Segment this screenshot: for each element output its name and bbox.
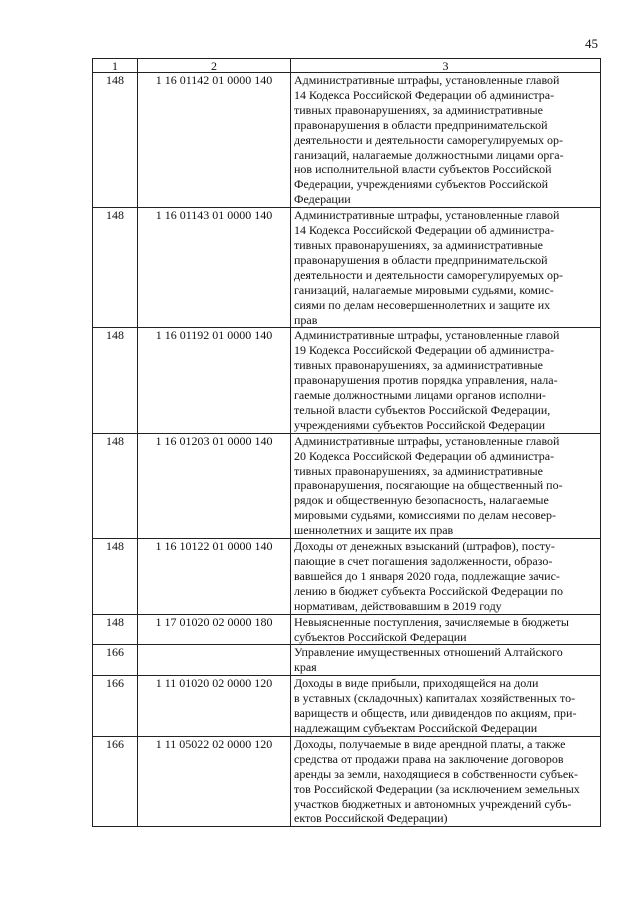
description-line: тов Российской Федерации (за исключением земельных	[294, 781, 580, 796]
description-line: правонарушения против порядка управления, нала-	[294, 373, 558, 388]
description-line: сиями по делам несовершеннолетних и защите их	[294, 297, 551, 312]
description-line: Административные штрафы, установленные главой	[294, 433, 560, 448]
description-line: Доходы в виде прибыли, приходящейся на доли	[294, 676, 539, 691]
description-line: вавшейся до 1 января 2020 года, подлежащие зачис-	[294, 568, 560, 583]
admin-code-cell: 148	[93, 73, 138, 208]
description-cell	[291, 208, 601, 328]
description-line: нов исполнительной власти субъектов Российской	[294, 162, 552, 177]
description-cell	[291, 645, 601, 676]
table-row	[93, 328, 601, 433]
kbk-code-cell	[138, 645, 291, 676]
description-line: надлежащим субъектам Российской Федерации	[294, 720, 538, 735]
description-line: Административные штрафы, установленные главой	[294, 73, 560, 87]
table-row	[93, 676, 601, 737]
description-line: аренды за земли, находящиеся в собственности субъек-	[294, 766, 578, 781]
description-line: тельной власти субъектов Российской Федерации,	[294, 402, 551, 417]
table-row	[93, 736, 601, 826]
kbk-code-cell: 1 11 01020 02 0000 120	[138, 676, 291, 737]
description-cell	[291, 736, 601, 826]
description-line: мировыми судьями, комиссиями по делам несовер-	[294, 508, 556, 523]
description-line: в уставных (складочных) капиталах хозяйственных то-	[294, 691, 576, 706]
description-cell	[291, 676, 601, 737]
kbk-code-cell: 1 16 01192 01 0000 140	[138, 328, 291, 433]
table-header-row	[93, 59, 601, 73]
description-line: деятельности и деятельности саморегулируемых ор-	[294, 132, 563, 147]
description-line: 19 Кодекса Российской Федерации об администра-	[294, 343, 555, 358]
description-line: Управление имущественных отношений Алтайского	[294, 645, 563, 660]
table-row	[93, 433, 601, 538]
description-line: Федерации	[294, 192, 351, 207]
description-line: тивных правонарушениях, за административные	[294, 358, 543, 373]
description-line: Административные штрафы, установленные главой	[294, 328, 560, 343]
description-line: учреждениями субъектов Российской Федерации	[294, 417, 546, 432]
table-row	[93, 614, 601, 645]
admin-code-cell: 148	[93, 328, 138, 433]
table-row	[93, 208, 601, 328]
kbk-code-cell: 1 17 01020 02 0000 180	[138, 614, 291, 645]
admin-code-cell: 148	[93, 614, 138, 645]
description-line: вариществ и обществ, или дивидендов по акциям, при-	[294, 706, 577, 721]
description-line: ектов Российской Федерации)	[294, 811, 448, 826]
description-line: ганизаций, налагаемые должностными лицами орга-	[294, 147, 564, 162]
description-cell	[291, 614, 601, 645]
description-line: 20 Кодекса Российской Федерации об администра-	[294, 448, 555, 463]
description-line: Федерации, учреждениями субъектов Российской	[294, 177, 549, 192]
description-line: прав	[294, 312, 318, 327]
description-line: лению в бюджет субъекта Российской Федерации по	[294, 583, 564, 598]
description-line: 14 Кодекса Российской Федерации об администра-	[294, 223, 555, 238]
description-line: тивных правонарушениях, за административные	[294, 463, 543, 478]
kbk-code-cell: 1 16 01142 01 0000 140	[138, 73, 291, 208]
admin-code-cell: 148	[93, 208, 138, 328]
column-header-1: 1	[93, 59, 138, 73]
description-line: Административные штрафы, установленные главой	[294, 208, 560, 223]
description-line: средства от продажи права на заключение договоров	[294, 751, 564, 766]
column-header-3: 3	[291, 59, 601, 73]
table-body	[93, 73, 601, 827]
kbk-code-cell: 1 16 10122 01 0000 140	[138, 539, 291, 615]
description-line: тивных правонарушениях, за административные	[294, 237, 543, 252]
admin-code-cell: 148	[93, 433, 138, 538]
description-line: 14 Кодекса Российской Федерации об администра-	[294, 87, 555, 102]
description-line: тивных правонарушениях, за административные	[294, 102, 543, 117]
description-cell	[291, 73, 601, 208]
admin-code-cell: 166	[93, 676, 138, 737]
kbk-code-cell: 1 16 01143 01 0000 140	[138, 208, 291, 328]
description-line: ганизаций, налагаемые мировыми судьями, комис-	[294, 282, 554, 297]
kbk-code-cell: 1 11 05022 02 0000 120	[138, 736, 291, 826]
description-line: края	[294, 660, 317, 675]
description-line: Доходы от денежных взысканий (штрафов), посту-	[294, 539, 555, 554]
description-line: Доходы, получаемые в виде арендной платы, а также	[294, 736, 566, 751]
admin-code-cell: 166	[93, 736, 138, 826]
description-line: участков бюджетных и автономных учреждений субъ-	[294, 796, 572, 811]
column-header-2: 2	[138, 59, 291, 73]
admin-code-cell: 166	[93, 645, 138, 676]
description-line: правонарушения в области предпринимательской	[294, 252, 548, 267]
table-row	[93, 539, 601, 615]
description-line: правонарушения, посягающие на общественный по-	[294, 478, 563, 493]
description-line: гаемые должностными лицами органов исполни-	[294, 388, 546, 403]
description-line: Невыясненные поступления, зачисляемые в бюджеты	[294, 614, 569, 629]
table-row	[93, 73, 601, 208]
description-line: субъектов Российской Федерации	[294, 629, 467, 644]
description-line: правонарушения в области предпринимательской	[294, 117, 548, 132]
description-cell	[291, 433, 601, 538]
revenue-codes-table	[92, 58, 601, 827]
description-line: шеннолетних и защите их прав	[294, 523, 454, 538]
table-row	[93, 645, 601, 676]
description-line: нормативам, действовавшим в 2019 году	[294, 598, 502, 613]
description-line: пающие в счет погашения задолженности, образо-	[294, 554, 553, 568]
description-line: деятельности и деятельности саморегулируемых ор-	[294, 267, 563, 282]
page-number: 45	[585, 36, 598, 51]
description-cell	[291, 328, 601, 433]
admin-code-cell: 148	[93, 539, 138, 615]
kbk-code-cell: 1 16 01203 01 0000 140	[138, 433, 291, 538]
description-line: рядок и общественную безопасность, налагаемые	[294, 493, 549, 508]
description-cell	[291, 539, 601, 615]
